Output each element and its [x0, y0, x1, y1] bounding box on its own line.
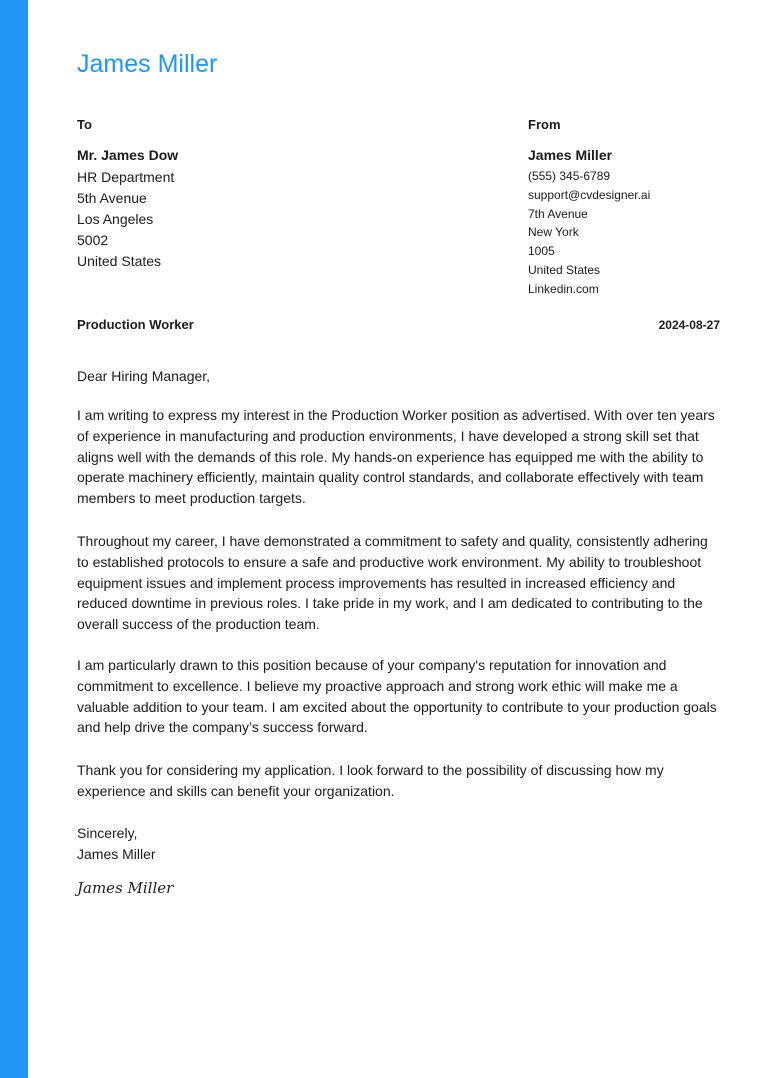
sender-country: United States — [528, 262, 601, 277]
body-paragraph: I am particularly drawn to this position because of your company's reputation for innovation and commitment to excellence. I believe my proactive approach and strong work ethic will make me a valuable addition to your team. I am excited about the opportunity to contribute to your production goals and help drive the company’s success forward. — [77, 657, 717, 736]
body-paragraph: I am writing to express my interest in the Production Worker position as advertised. With over ten years of experience in manufacturing and production environments, I have developed a strong skill set that aligns well with the demands of this role. My hands-on experience has equipped me with the ability to operate machinery efficiently, maintain quality control standards, and collaborate effectively with team members to meet production targets. — [77, 407, 715, 507]
recipient-street: 5th Avenue — [77, 190, 147, 206]
signature-image — [75, 872, 185, 902]
letter-date: 2024-08-27 — [658, 318, 720, 332]
body-paragraph: Thank you for considering my application. I look forward to the possibility of discussing how my experience and skills can benefit your organization. — [77, 762, 664, 799]
recipient-label: To — [77, 117, 92, 132]
sender-name: James Miller — [528, 147, 613, 163]
sender-block — [528, 117, 728, 299]
svg-text:James Miller: James Miller — [77, 879, 174, 897]
sender-city: New York — [528, 225, 579, 240]
recipient-city: Los Angeles — [77, 211, 154, 227]
recipient-postal-code: 5002 — [77, 232, 109, 248]
body-paragraph: Throughout my career, I have demonstrated a commitment to safety and quality, consistently adhering to established protocols to ensure a safe and productive work environment. My ability to troubleshoot equipment issues and implement process improvements has resulted in increased efficiency and reduced downtime in previous roles. I take pride in my work, and I am dedicated to contributing to the overall success of the production team. — [77, 533, 708, 633]
recipient-block — [77, 117, 377, 272]
recipient-country: United States — [77, 253, 162, 269]
recipient-name: Mr. James Dow — [77, 147, 179, 163]
sender-email: support@cvdesigner.ai — [528, 187, 651, 202]
position-title: Production Worker — [77, 317, 194, 332]
sender-label: From — [528, 117, 561, 132]
position-row — [77, 317, 720, 332]
sender-website: Linkedin.com — [528, 281, 599, 296]
closing-block — [77, 823, 156, 865]
closing-name: James Miller — [77, 846, 156, 862]
sender-postal-code: 1005 — [528, 244, 555, 259]
recipient-department: HR Department — [77, 169, 175, 185]
applicant-name-heading: James Miller — [77, 50, 218, 78]
handwritten-signature — [75, 872, 185, 907]
salutation: Dear Hiring Manager, — [77, 368, 211, 384]
closing-phrase: Sincerely, — [77, 825, 138, 841]
sender-street: 7th Avenue — [528, 206, 588, 221]
accent-sidebar-bar — [0, 0, 28, 1078]
sender-phone: (555) 345-6789 — [528, 169, 611, 183]
